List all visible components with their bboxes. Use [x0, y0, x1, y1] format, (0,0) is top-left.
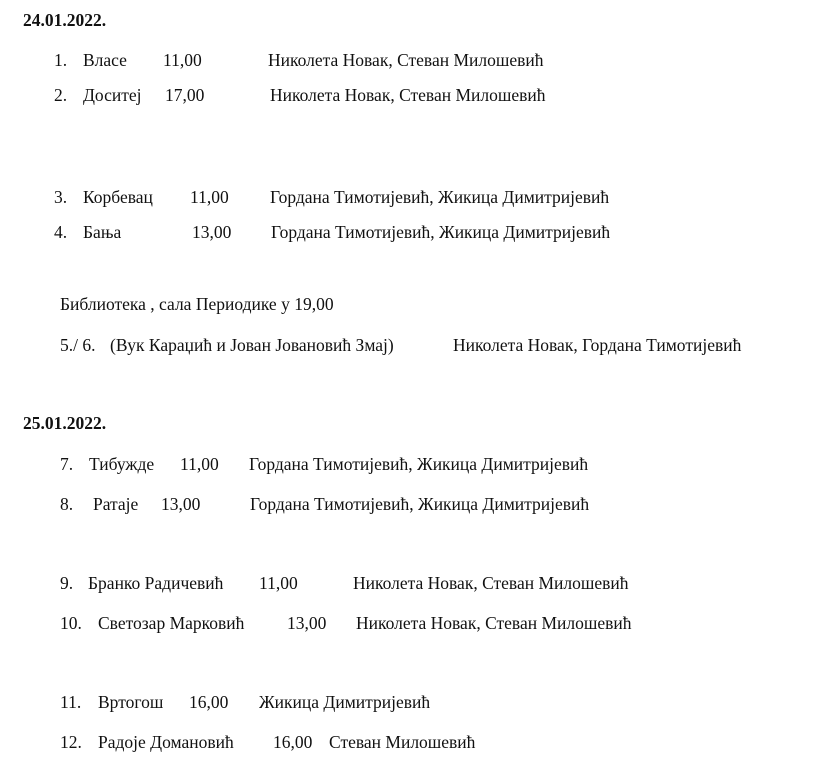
item-number: 9.	[60, 573, 74, 593]
item-place: (Вук Караџић и Јован Јовановић Змај)	[110, 335, 394, 355]
item-time: 13,00	[192, 222, 232, 242]
item-people: Стеван Милошевић	[329, 732, 476, 752]
item-people: Николета Новак, Стеван Милошевић	[356, 613, 632, 633]
date-heading-2: 25.01.2022.	[23, 413, 107, 433]
item-people: Николета Новак, Гордана Тимотијевић	[453, 335, 742, 355]
item-place: Тибужде	[89, 454, 155, 474]
item-place: Бања	[83, 222, 122, 242]
item-time: 11,00	[259, 573, 298, 593]
item-time: 16,00	[273, 732, 313, 752]
item-people: Гордана Тимотијевић, Жикица Димитријевић	[250, 494, 590, 514]
item-number: 10.	[60, 613, 82, 633]
item-time: 16,00	[189, 692, 229, 712]
item-time: 11,00	[190, 187, 229, 207]
item-time: 17,00	[165, 85, 205, 105]
item-place: Ратаје	[93, 494, 139, 514]
item-people: Гордана Тимотијевић, Жикица Димитријевић	[270, 187, 610, 207]
item-place: Власе	[83, 50, 127, 70]
item-people: Николета Новак, Стеван Милошевић	[270, 85, 546, 105]
item-people: Николета Новак, Стеван Милошевић	[353, 573, 629, 593]
item-number: 1.	[54, 50, 68, 70]
item-place: Радоје Домановић	[98, 732, 234, 752]
item-people: Николета Новак, Стеван Милошевић	[268, 50, 544, 70]
item-number: 8.	[60, 494, 74, 514]
date-heading-1: 24.01.2022.	[23, 10, 107, 30]
item-people: Гордана Тимотијевић, Жикица Димитријевић	[249, 454, 589, 474]
item-people: Жикица Димитријевић	[259, 692, 431, 712]
item-time: 11,00	[163, 50, 202, 70]
item-time: 11,00	[180, 454, 219, 474]
library-note: Библиотека , сала Периодике у 19,00	[60, 294, 334, 314]
item-time: 13,00	[161, 494, 201, 514]
item-number: 5./ 6.	[60, 335, 96, 355]
item-place: Бранко Радичевић	[88, 573, 224, 593]
item-number: 12.	[60, 732, 82, 752]
item-number: 2.	[54, 85, 68, 105]
item-number: 3.	[54, 187, 68, 207]
item-number: 7.	[60, 454, 74, 474]
item-place: Доситеј	[83, 85, 142, 105]
item-number: 4.	[54, 222, 68, 242]
item-number: 11.	[60, 692, 82, 712]
item-place: Вртогош	[98, 692, 164, 712]
item-place: Светозар Марковић	[98, 613, 245, 633]
item-place: Корбевац	[83, 187, 153, 207]
item-time: 13,00	[287, 613, 327, 633]
item-people: Гордана Тимотијевић, Жикица Димитријевић	[271, 222, 611, 242]
